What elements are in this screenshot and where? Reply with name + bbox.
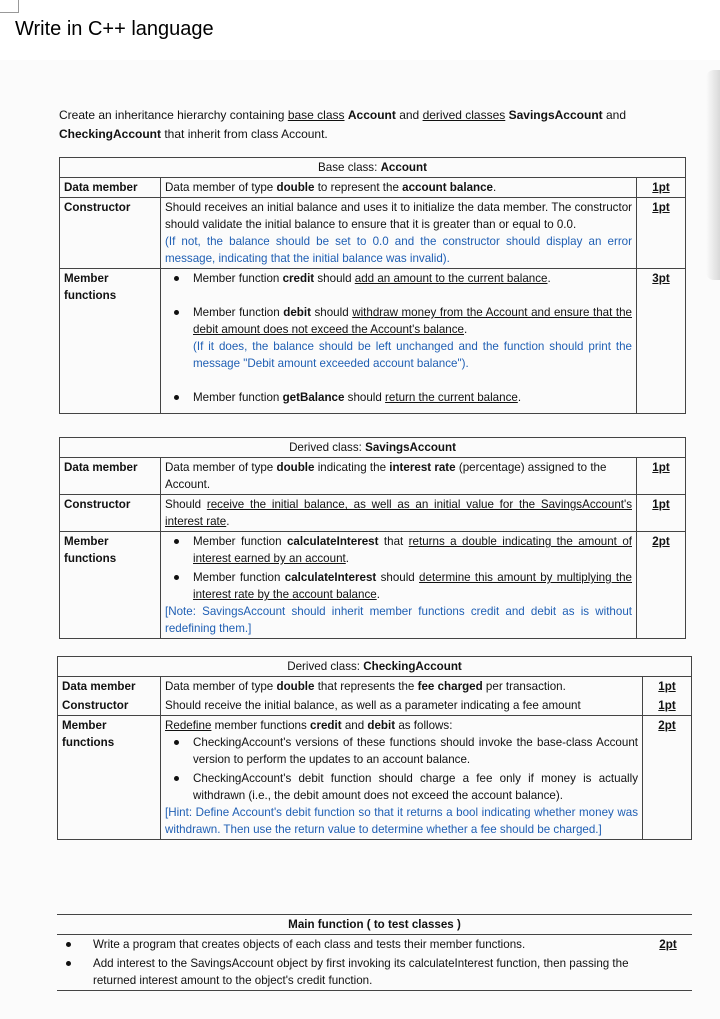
table-row (60, 198, 686, 269)
table-row (60, 532, 686, 639)
list-item: CheckingAccount's versions of these functions should invoke the base-class Account version to perform the updates to an account balance. (165, 734, 638, 768)
table-row (60, 458, 686, 495)
row-content: Data member of type double indicating the interest rate (percentage) assigned to the Account. (161, 458, 637, 495)
list-item: Member function credit should add an amount to the current balance. (165, 270, 632, 287)
points-cell: 1pt (643, 677, 692, 697)
points-cell: 1pt (637, 495, 686, 532)
table-row (60, 269, 686, 414)
list-item: CheckingAccount's debit function should charge a fee only if money is actually withdrawn (i.e., the debit amount does not exceed the account balance). (165, 770, 638, 804)
intro-paragraph (59, 106, 689, 144)
page-title: Write in C++ language (15, 18, 214, 40)
base-class-term: base class (287, 108, 345, 122)
main-function-table (57, 914, 692, 991)
row-content: Redefine member functions credit and debit as follows: CheckingAccount's versions of these functions should invoke the base-class Account version to perform the updates to an account balance. CheckingAccount's debit function should charge a fee only if money is actually withdrawn (i.e., the debit amount does not exceed the account balance). [Hint: Define Account's debit function so that it returns a bool indicating whether money was withdrawn. Then use the return value to determine whether a fee should be charged.] (161, 716, 643, 840)
points-cell: 3pt (637, 269, 686, 414)
table-row (60, 495, 686, 532)
row-content (161, 532, 637, 639)
list-item: Member function calculateInterest that returns a double indicating the amount of interest earned by an account. (165, 533, 632, 567)
row-label: Constructor (60, 198, 161, 269)
savings-table-header: Derived class: SavingsAccount (60, 438, 686, 458)
list-item: Write a program that creates objects of each class and tests their member functions. (57, 936, 640, 953)
row-label: Member functions (60, 269, 161, 414)
constructor-note: (If not, the balance should be set to 0.0 and the constructor should display an error message, indicating that the initial balance was invalid). (165, 235, 632, 265)
row-content: Data member of type double to represent the account balance. (161, 178, 637, 198)
row-label: Data member (58, 677, 161, 697)
row-label: Data member (60, 458, 161, 495)
list-item: Member function calculateInterest should determine this amount by multiplying the interest rate by the account balance. (165, 569, 632, 603)
row-content: Data member of type double that represents the fee charged per transaction. (161, 677, 643, 697)
checking-account-table (57, 656, 692, 840)
row-label: Constructor (58, 696, 161, 716)
row-label: Constructor (60, 495, 161, 532)
points-cell: 1pt (637, 458, 686, 495)
row-content: Should receives an initial balance and uses it to initialize the data member. The constructor should validate the initial balance to ensure that it is greater than or equal to 0.0. (If not, the balance should be set to 0.0 and the constructor should display an error message, indicating that the initial balance was invalid). (161, 198, 637, 269)
table-row (58, 716, 692, 840)
points-cell: 1pt (637, 178, 686, 198)
points-cell: 1pt (637, 198, 686, 269)
savings-term: SavingsAccount (508, 108, 603, 122)
points-cell: 2pt (637, 532, 686, 639)
list-item: Member function debit should withdraw money from the Account and ensure that the debit amount does not exceed the Account's balance. (If it does, the balance should be left unchanged and the function should print the message "Debit amount exceeded account balance"). (165, 304, 632, 372)
table-row (58, 677, 692, 697)
intro-text: and (602, 108, 627, 122)
points-cell: 2pt (643, 716, 692, 840)
row-content (161, 269, 637, 414)
account-table (59, 157, 686, 414)
checking-hint: [Hint: Define Account's debit function so that it returns a bool indicating whether money was withdrawn. Then use the return value to determine whether a fee should be charged.] (165, 806, 638, 836)
corner-mark (0, 0, 19, 13)
derived-classes-term: derived classes (422, 108, 506, 122)
main-table-header: Main function ( to test classes ) (57, 915, 692, 935)
savings-note: [Note: SavingsAccount should inherit member functions credit and debit as is without redefining them.] (165, 605, 632, 635)
debit-note: (If it does, the balance should be left unchanged and the function should print the message "Debit amount exceeded account balance"). (193, 340, 632, 370)
table-row (57, 935, 692, 991)
points-cell: 1pt (643, 696, 692, 716)
points-cell: 2pt (644, 935, 692, 991)
row-content (57, 935, 644, 991)
account-table-header: Base class: Account (60, 158, 686, 178)
row-label: Member functions (58, 716, 161, 840)
intro-text: and (395, 108, 423, 122)
account-term: Account (347, 108, 396, 122)
row-content: Should receive the initial balance, as well as a parameter indicating a fee amount (161, 696, 643, 716)
row-label: Data member (60, 178, 161, 198)
list-item: Member function getBalance should return the current balance. (165, 389, 632, 406)
checking-table-header: Derived class: CheckingAccount (58, 657, 692, 677)
intro-text: Create an inheritance hierarchy containing (59, 108, 288, 122)
intro-text: that inherit from class Account. (161, 127, 328, 141)
table-row (58, 696, 692, 716)
row-content: Should receive the initial balance, as well as an initial value for the SavingsAccount's interest rate. (161, 495, 637, 532)
row-label: Member functions (60, 532, 161, 639)
table-row (60, 178, 686, 198)
savings-account-table (59, 437, 686, 639)
checking-term: CheckingAccount (59, 127, 162, 141)
page-edge-shadow (706, 70, 720, 280)
list-item: Add interest to the SavingsAccount object by first invoking its calculateInterest function, then passing the returned interest amount to the object's credit function. (57, 955, 640, 989)
